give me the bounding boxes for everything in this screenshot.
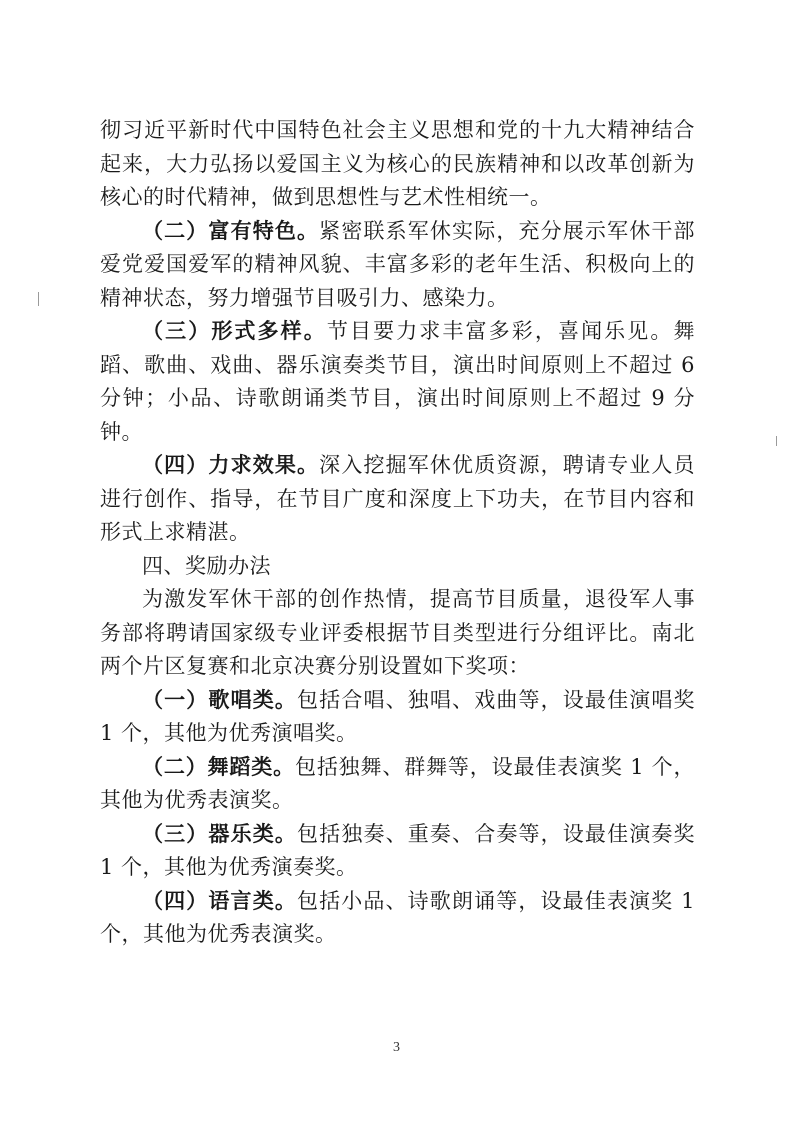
section-heading-text: 四、奖励办法 [142, 553, 271, 578]
paragraph-diverse-forms [100, 315, 695, 449]
document-body [100, 114, 695, 952]
paragraph-heading: （四）力求效果。 [142, 453, 320, 477]
paragraph-instrumental [100, 818, 695, 885]
paragraph-text: 包括独舞、群舞等，设最佳表演奖 1 个，其他为优秀表演奖。 [100, 754, 696, 812]
scan-mark-right [776, 436, 777, 446]
paragraph-dance [100, 751, 695, 818]
paragraph-intro-continuation [100, 114, 695, 215]
paragraph-text: 紧密联系军休实际，充分展示军休干部爱党爱国爱军的精神风貌、丰富多彩的老年生活、积极向上的精神状态，努力增强节目吸引力、感染力。 [100, 218, 696, 310]
scan-mark-left [38, 292, 39, 306]
paragraph-text: 包括小品、诗歌朗诵等，设最佳表演奖 1 个，其他为优秀表演奖。 [100, 888, 695, 946]
page-number: 3 [393, 1040, 400, 1055]
paragraph-text: 彻习近平新时代中国特色社会主义思想和党的十九大精神结合起来，大力弘扬以爱国主义为核心的民族精神和以改革创新为核心的时代精神，做到思想性与艺术性相统一。 [100, 118, 695, 209]
paragraph-text: 深入挖掘军休优质资源，聘请专业人员进行创作、指导，在节目广度和深度上下功夫，在节目内容和形式上求精湛。 [100, 453, 696, 544]
paragraph-awards-intro [100, 583, 695, 684]
paragraph-heading: （三）器乐类。 [142, 821, 298, 846]
paragraph-heading: （四）语言类。 [142, 888, 297, 913]
paragraph-singing [100, 684, 695, 751]
paragraph-text: 为激发军休干部的创作热情，提高节目质量，退役军人事务部将聘请国家级专业评委根据节目类型进行分组评比。南北两个片区复赛和北京决赛分别设置如下奖项： [100, 587, 695, 678]
paragraph-language [100, 885, 695, 952]
paragraph-effect [100, 449, 695, 550]
paragraph-heading: （二）富有特色。 [142, 218, 320, 243]
paragraph-distinctive [100, 215, 695, 316]
paragraph-text: 节目要力求丰富多彩，喜闻乐见。舞蹈、歌曲、戏曲、器乐演奏类节目，演出时间原则上不超过 6 分钟；小品、诗歌朗诵类节目，演出时间原则上不超过 9 分钟。 [100, 319, 696, 444]
section-heading-awards [100, 550, 695, 584]
paragraph-heading: （一）歌唱类。 [142, 687, 298, 712]
paragraph-heading: （三）形式多样。 [142, 319, 327, 343]
paragraph-heading: （二）舞蹈类。 [142, 754, 295, 779]
paragraph-text: 包括合唱、独唱、戏曲等，设最佳演唱奖 1 个，其他为优秀演唱奖。 [100, 687, 696, 745]
paragraph-text: 包括独奏、重奏、合奏等，设最佳演奏奖 1 个，其他为优秀演奏奖。 [100, 821, 696, 879]
